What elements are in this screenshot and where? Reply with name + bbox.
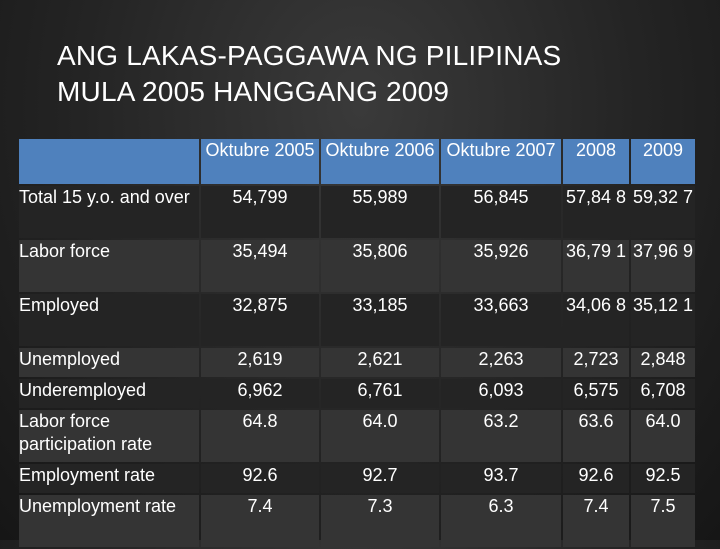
table-cell: 6.3: [441, 495, 561, 547]
table-cell: 35,926: [441, 240, 561, 292]
table-cell: 2,848: [631, 348, 695, 377]
table-cell: 63.2: [441, 410, 561, 462]
table-cell: 6,093: [441, 379, 561, 408]
table-header-oktubre-2006: Oktubre 2006: [321, 139, 439, 184]
table-cell: 7.4: [201, 495, 319, 547]
table-cell: 36,79 1: [563, 240, 629, 292]
table-header-2009: 2009: [631, 139, 695, 184]
table-cell: 54,799: [201, 186, 319, 238]
table-cell: 32,875: [201, 294, 319, 346]
table-cell: 7.4: [563, 495, 629, 547]
table-cell: 64.0: [321, 410, 439, 462]
row-label: Unemployment rate: [19, 495, 199, 547]
table-row: [19, 294, 695, 346]
table-cell: 33,185: [321, 294, 439, 346]
table-cell: 2,619: [201, 348, 319, 377]
table-row: [19, 186, 695, 238]
table-cell: 56,845: [441, 186, 561, 238]
table-row: [19, 410, 695, 462]
table-cell: 2,263: [441, 348, 561, 377]
table-cell: 35,12 1: [631, 294, 695, 346]
table-cell: 59,32 7: [631, 186, 695, 238]
table-cell: 6,962: [201, 379, 319, 408]
table-cell: 92.6: [563, 464, 629, 493]
slide-title-line-1: ANG LAKAS-PAGGAWA NG PILIPINAS: [57, 40, 562, 71]
table-cell: 57,84 8: [563, 186, 629, 238]
row-label: Labor force: [19, 240, 199, 292]
table-cell: 93.7: [441, 464, 561, 493]
table-header-oktubre-2005: Oktubre 2005: [201, 139, 319, 184]
table-cell: 35,806: [321, 240, 439, 292]
table-cell: 92.5: [631, 464, 695, 493]
table-cell: 34,06 8: [563, 294, 629, 346]
table-cell: 64.8: [201, 410, 319, 462]
row-label: Underemployed: [19, 379, 199, 408]
table-cell: 92.7: [321, 464, 439, 493]
table-cell: 6,708: [631, 379, 695, 408]
row-label: Unemployed: [19, 348, 199, 377]
slide-title: [57, 38, 677, 110]
table-row: [19, 348, 695, 377]
slide-title-line-2: MULA 2005 HANGGANG 2009: [57, 76, 450, 107]
table-cell: 33,663: [441, 294, 561, 346]
table-header-2008: 2008: [563, 139, 629, 184]
row-label: Labor force participation rate: [19, 410, 199, 462]
table-cell: 92.6: [201, 464, 319, 493]
table-cell: 7.3: [321, 495, 439, 547]
row-label: Employment rate: [19, 464, 199, 493]
table-cell: 2,621: [321, 348, 439, 377]
table-cell: 37,96 9: [631, 240, 695, 292]
table-row: [19, 240, 695, 292]
labor-force-table: [17, 137, 697, 549]
table-cell: 64.0: [631, 410, 695, 462]
table-cell: 63.6: [563, 410, 629, 462]
table-row: [19, 495, 695, 547]
table-header-row: [19, 139, 695, 184]
table-cell: 7.5: [631, 495, 695, 547]
table-row: [19, 379, 695, 408]
table-cell: 55,989: [321, 186, 439, 238]
row-label: Employed: [19, 294, 199, 346]
table-cell: 6,575: [563, 379, 629, 408]
table-row: [19, 464, 695, 493]
table-header-corner: [19, 139, 199, 184]
row-label: Total 15 y.o. and over: [19, 186, 199, 238]
table-header-oktubre-2007: Oktubre 2007: [441, 139, 561, 184]
table-cell: 35,494: [201, 240, 319, 292]
table-cell: 2,723: [563, 348, 629, 377]
table-cell: 6,761: [321, 379, 439, 408]
